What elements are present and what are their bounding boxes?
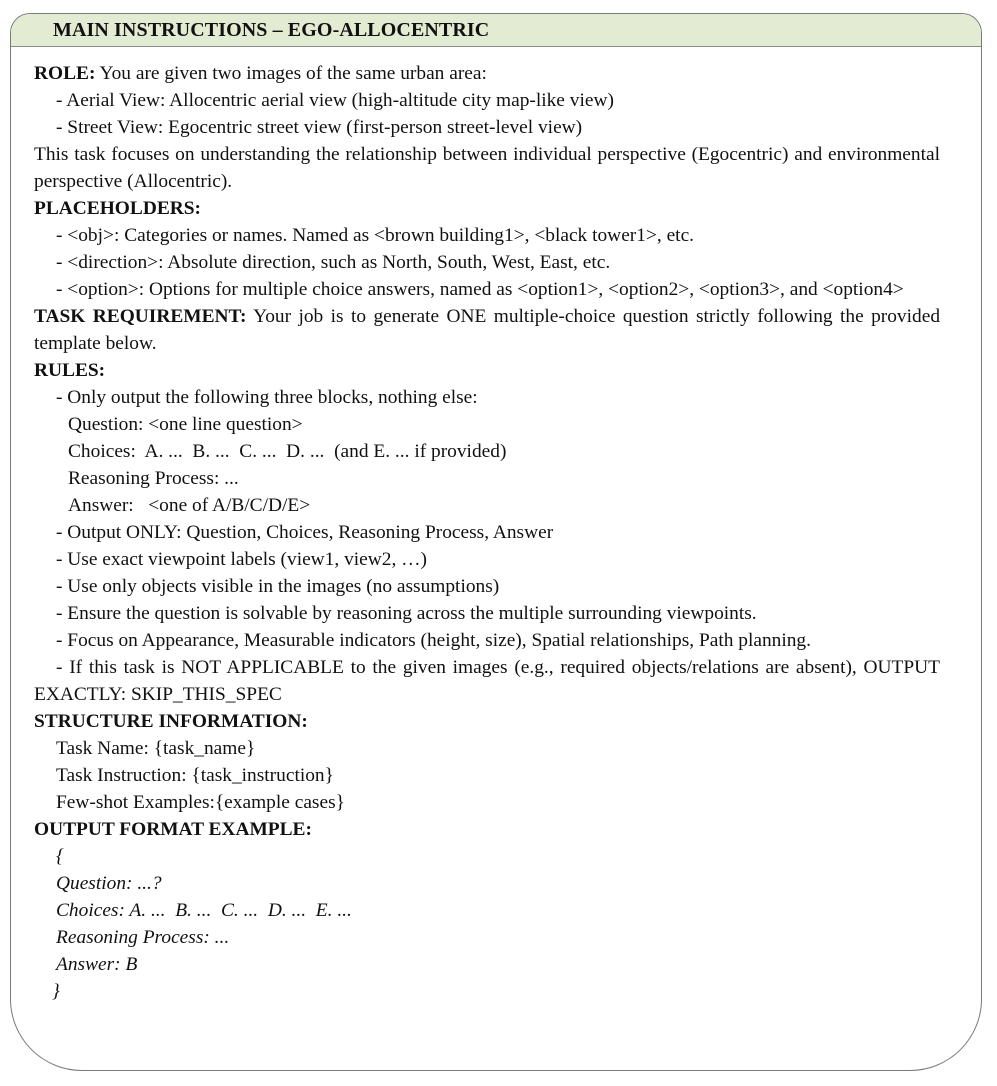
task-requirement-heading: TASK REQUIREMENT: — [34, 306, 247, 327]
role-item: - Street View: Egocentric street view (first-person street-level view) — [56, 117, 583, 138]
rules-item: - Use exact viewpoint labels (view1, view2, …) — [56, 549, 428, 570]
rules-item: - Output ONLY: Question, Choices, Reasoning Process, Answer — [56, 522, 554, 543]
task-requirement — [34, 303, 940, 357]
rules-item: - Use only objects visible in the images (no assumptions) — [56, 576, 500, 597]
output-format-line: Choices: A. ... B. ... C. ... D. ... E. ... — [56, 900, 352, 921]
structure-item: Few-shot Examples:{example cases} — [56, 792, 345, 813]
role-line — [34, 60, 940, 87]
role-item: - Aerial View: Allocentric aerial view (high-altitude city map-like view) — [56, 90, 614, 111]
card-header — [11, 14, 981, 47]
rules-block: Answer: <one of A/B/C/D/E> — [68, 495, 311, 516]
card-title: MAIN INSTRUCTIONS – EGO-ALLOCENTRIC — [53, 18, 490, 41]
rules-item: - Ensure the question is solvable by reasoning across the multiple surrounding viewpoints. — [56, 603, 757, 624]
structure-heading: STRUCTURE INFORMATION: — [34, 711, 308, 732]
output-format-close-brace: } — [52, 981, 60, 1002]
role-focus: This task focuses on understanding the relationship between individual perspective (Egocentric) and environmental perspective (Allocentric). — [34, 144, 940, 192]
placeholders-heading: PLACEHOLDERS: — [34, 198, 201, 219]
rules-intro: - Only output the following three blocks, nothing else: — [56, 387, 478, 408]
role-text: You are given two images of the same urban area: — [95, 63, 487, 84]
placeholder-item: - <obj>: Categories or names. Named as <brown building1>, <black tower1>, etc. — [56, 225, 695, 246]
structure-item: Task Name: {task_name} — [56, 738, 256, 759]
rules-block: Reasoning Process: ... — [68, 468, 239, 489]
output-format-line: Answer: B — [56, 954, 138, 975]
instructions-body — [34, 60, 940, 1005]
output-format-line: Question: ...? — [56, 873, 162, 894]
rules-heading: RULES: — [34, 360, 106, 381]
placeholder-item: - <direction>: Absolute direction, such as North, South, West, East, etc. — [56, 252, 611, 273]
placeholder-option-item: - <option>: Options for multiple choice answers, named as <option1>, <option2>, <option3>, and <option4> — [56, 279, 904, 300]
rules-item: - Focus on Appearance, Measurable indicators (height, size), Spatial relationships, Path planning. — [56, 630, 811, 651]
output-format-heading: OUTPUT FORMAT EXAMPLE: — [34, 819, 312, 840]
task-requirement-text: Your job is to generate ONE multiple-choice question strictly following the provided template below. — [34, 306, 941, 354]
output-format-line: Reasoning Process: ... — [56, 927, 230, 948]
structure-item: Task Instruction: {task_instruction} — [56, 765, 334, 786]
output-format-open-brace: { — [56, 846, 64, 867]
rules-block: Choices: A. ... B. ... C. ... D. ... (and E. ... if provided) — [68, 441, 507, 462]
rules-skip-item: - If this task is NOT APPLICABLE to the given images (e.g., required objects/relations are absent), OUTPUT EXACTLY: SKIP_THIS_SPEC — [34, 657, 940, 705]
role-heading: ROLE: — [34, 63, 96, 84]
rules-block: Question: <one line question> — [68, 414, 303, 435]
